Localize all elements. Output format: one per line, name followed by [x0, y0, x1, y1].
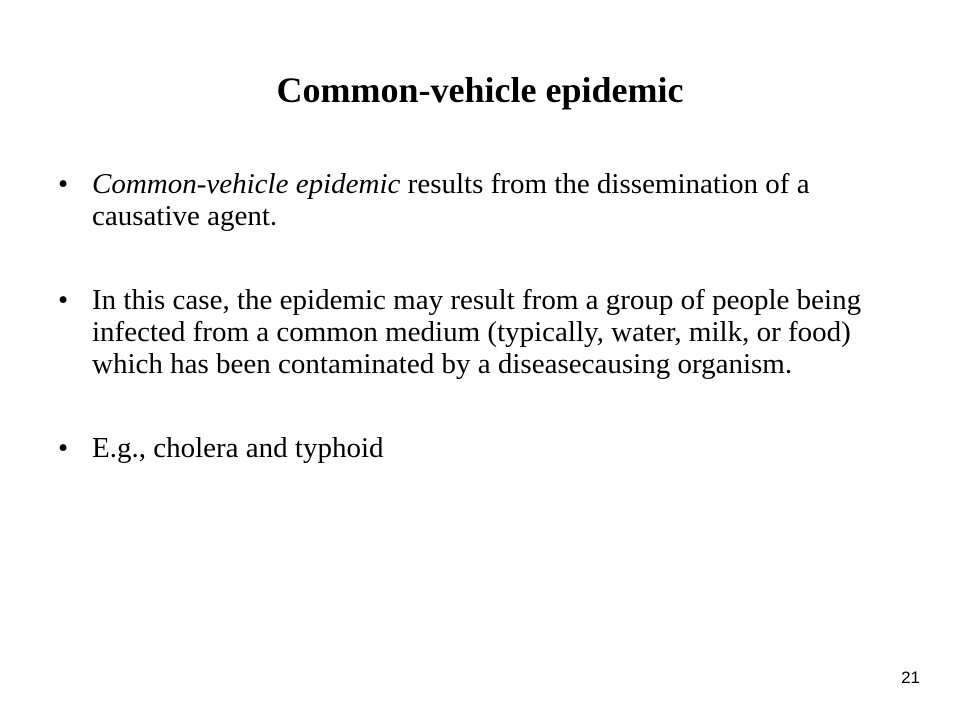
- bullet-list: [56, 168, 886, 464]
- bullet-italic-term: Common-vehicle epidemic: [92, 168, 401, 200]
- bullet-text: E.g., cholera and typhoid: [92, 432, 384, 464]
- bullet-marker: •: [58, 168, 69, 200]
- bullet-text: results from the dissemination of a causative agent.: [92, 168, 810, 232]
- bullet-item-definition: [56, 168, 886, 232]
- page-number: 21: [901, 668, 920, 687]
- bullet-marker: •: [58, 432, 69, 464]
- bullet-item-example: [56, 432, 886, 464]
- bullet-text: In this case, the epidemic may result from a group of people being infected from a common medium (typically, water, milk, or food) which has been contaminated by a diseasecausing organism.: [92, 284, 862, 380]
- slide-title: Common-vehicle epidemic: [276, 70, 684, 110]
- bullet-item-explanation: [56, 284, 886, 380]
- bullet-marker: •: [58, 284, 69, 316]
